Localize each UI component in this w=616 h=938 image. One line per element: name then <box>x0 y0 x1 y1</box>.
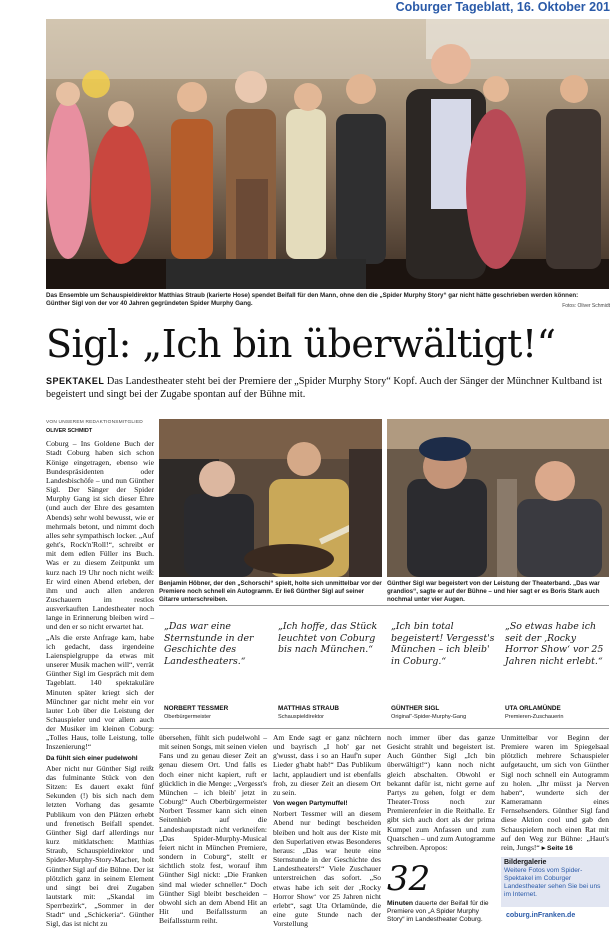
gallery-text: Weitere Fotos vom Spider-Spektakel im Coburger Landestheater sehen Sie bei uns im Internet. <box>504 867 601 898</box>
article-column-4 <box>387 733 495 852</box>
article-column-3 <box>273 733 381 928</box>
quote-tessmer: „Das war eine Sternstunde in der Geschichte des Landestheaters.“ <box>164 621 254 667</box>
stat-bold: Minuten <box>387 900 414 907</box>
web-link[interactable]: coburg.inFranken.de <box>506 912 576 919</box>
headline: Sigl: „Ich bin überwältigt!“ <box>46 322 556 366</box>
quote-role: Premieren-Zuschauerin <box>505 714 564 720</box>
page-reference: ▸ Seite 16 <box>541 844 573 852</box>
article-column-1 <box>46 418 154 929</box>
quote-name: UTA ORLAMÜNDE <box>505 705 561 712</box>
lead-paragraph <box>46 375 606 401</box>
article-column-2 <box>159 733 267 925</box>
paragraph: übersehen, fühlt sich pudelwohl – mit seinen Songs, mit seinen vielen Fans und zu genau dieser Zeit an genau diesem Ort. Und falls es doch einer nicht kapiert, ruft er glücklich in die Menge: „Vergesst's München – ich bleib' jetzt in Coburg!“ Auch Oberbürgermeister Norbert Tessmer kann sich einen Seitenhieb auf die Landeshauptstadt nicht verkneifen: „Das Spider-Murphy-Musical feiert nicht in München Premiere, sondern in Coburg“, stellt er sichtlich stolz fest, worauf ihm Günther Sigl nickt: „Die Franken sind mal wieder schneller.“ Doch Günther Sigl bleibt bescheiden – obwohl sich an dem Abend Hit an Hit und Beifallssturm an Beifallssturm reiht. <box>159 733 267 926</box>
stat-number: 32 <box>387 859 431 899</box>
quote-straub: „Ich hoffe, das Stück leuchtet von Coburg bis nach München.“ <box>278 621 378 656</box>
paragraph: Unmittelbar vor Beginn der Premiere waren im Spiegelsaal plötzlich mehrere Schauspieler aufgetaucht, um sich von Günther Sigl noch schnell ein Autogramm zu holen. „Ihr müsst ja Nerven haben“, wunderte sich der Kameramann eines Fernsehsenders. Günther Sigl fand diese Aktion cool und gab den Schauspielern noch einen Rat mit auf den Weg zur Bühne: „Haut's rein, Jungs!“ <box>501 733 609 852</box>
caption-line: Günther Sigl von der vor 40 Jahren gegründeten Spider Murphy Gang. <box>46 300 253 308</box>
subheading: Von wegen Partymuffel! <box>273 800 348 808</box>
photo-2-caption: Benjamin Höbner, der den „Schorschi“ spielt, holte sich unmittelbar vor der Premiere noch schnell ein Autogramm. Er ließ Günther Sigl auf seiner Gitarre unterschreiben. <box>159 580 382 604</box>
caption-line: Das Ensemble um Schauspieldirektor Matthias Straub (karierte Hose) spendet Beifall für den Mann, ohne den die „Spider Murphy Story“ gar nicht hätte geschrieben werden können: <box>46 292 579 299</box>
page-ref-text: Seite 16 <box>547 844 573 852</box>
photo-credit: Fotos: Oliver Schmidt <box>562 303 610 309</box>
quote-sigl: „Ich bin total begeistert! Vergesst's München – ich bleib' in Coburg.“ <box>391 621 495 667</box>
paragraph: noch immer über das ganze Gesicht strahlt und begeistert ist. Auch Günther Sigl „Ich bin überwältigt!“) kann noch nicht gleich abschalten. Obwohl er bekannt dafür ist, nicht gerne auf Partys zu gehen, folgt er dem Theater-Tross noch zur Premierenfeier in die Reithalle. Er gibt sich auch dort als der prima Kumpel zum Anfassen und zum Quatschen – und zum Autogramme schreiben. Apropos: <box>387 733 495 852</box>
stat-text <box>387 900 495 924</box>
quote-role: Schauspieldirektor <box>278 714 325 720</box>
quote-role: Original“-Spider-Murphy-Gang <box>391 714 467 720</box>
quote-orlamuende: „So etwas habe ich seit der ‚Rocky Horror Show‘ vor 25 Jahren nicht erlebt.“ <box>505 621 604 667</box>
article-column-5 <box>501 733 609 853</box>
gallery-title: Bildergalerie <box>504 859 547 866</box>
paragraph: Am Ende sagt er ganz nüchtern und bayrisch „I hob' gar net g'wusst, dass i so an Hauf'n super Lieder g'habt hab!“ Das Publikum lacht, applaudiert und ist ebenfalls froh, zu dieser Zeit an diesem Ort zu sein. <box>273 733 381 797</box>
paragraph: Norbert Tessmer will an diesem Abend nur bedingt bescheiden bleiben und holt aus der Kiste mit den Superlativen etwas Besonderes heraus: „Das war heute eine Sternstunde in der Geschichte des Landestheaters!“ Viele Zuschauer unterstreichen das sofort. „So etwas habe ich seit der ‚Rocky Horror Show‘ vor 25 Jahren nicht erlebt“, sagt Uta Orlamünde, die eine gute Stunde nach der Vorstellung <box>273 809 381 929</box>
lead-text: Das Landestheater steht bei der Premiere der „Spider Murphy Story“ Kopf. Auch der Sänger der Münchner Kultband ist begeistert und singt bei der Zugabe spontan auf der Bühne mit. <box>46 376 603 400</box>
gallery-box[interactable] <box>501 857 609 907</box>
paragraph: Aber nicht nur Günther Sigl reißt das fulminante Stück von den Sitzen: Es dauert exakt fünf Sekunden (!) bis sich nach dem letzten Vorhang das gesamte Publikum von den Plätzen erhebt und frenetisch Beifall spendet. Günther Sigl darf allerdings nur kurz mitklatschen: Matthias Straub, Schauspieldirektor und Spider-Murphy-Story-Macher, holt Günther Sigl auf die Bühne. Der ist plötzlich ganz in seinem Element und singt bei drei Zugaben lautstark mit: „Skandal im Sperrbezirk“, „Sommer in der Stadt“ und „Schickeria“. Günther Sigl, das ist nicht zu <box>46 763 154 929</box>
byline-author: OLIVER SCHMIDT <box>46 428 93 435</box>
subheading: Da fühlt sich einer pudelwohl <box>46 754 138 762</box>
quote-role: Oberbürgermeister <box>164 714 211 720</box>
main-photo <box>46 19 609 289</box>
quote-name: GÜNTHER SIGL <box>391 705 440 712</box>
quote-name: NORBERT TESSMER <box>164 705 229 712</box>
kicker: SPEKTAKEL <box>46 376 105 386</box>
photo-autograph-guitar <box>159 419 382 577</box>
quote-name: MATTHIAS STRAUB <box>278 705 339 712</box>
paragraph: Coburg – Ins Goldene Buch der Stadt Coburg haben sich schon Könige eingetragen, ebenso wie Bundespräsidenten oder Landesbischöfe – und nun Günther Sigl. Der Sänger der Spider Murphy Gang ist sich dieser Ehre (und auch der Ehre des gesamten Abends) sehr wohl bewusst, wie er mehrmals betont, und nimmt doch alles sehr sympathisch locker. „Auf geht's, Rock'n'Roll!“, schreibt er mit dem edlen Füller ins Buch. Was er zu diesem Zeitpunkt um kurz nach 19 Uhr noch nicht weiß: Er wird einen Abend erleben, der ihm und auch allen anderen Zuschauern im restlos ausverkauften Landestheater noch lange in Erinnerung bleiben wird – und den er so nicht erwartet hat. <box>46 439 154 632</box>
photo-3-caption: Günther Sigl war begeistert von der Leistung der Theaterband. „Das war grandios“, sagte er auf der Bühne – und hier sagt er es Boris Stark auch nochmal unter vier Augen. <box>387 580 600 604</box>
photo-sigl-stark <box>387 419 609 577</box>
main-photo-caption <box>46 292 609 308</box>
divider <box>159 605 609 606</box>
masthead-date: Coburger Tageblatt, 16. Oktober 201 <box>395 0 610 14</box>
divider <box>159 728 609 729</box>
byline-label: VON UNSEREM REDAKTIONSMITGLIED <box>46 420 143 425</box>
stat-desc: dauerte der Beifall für die Premiere von „A Spider Murphy Story“ im Landestheater Coburg. <box>387 900 489 923</box>
paragraph: „Als die erste Anfrage kam, habe ich gedacht, dass irgendeine Laienspielgruppe da etwas mit unserer Musik machen will“, verrät Günther Sigl im Gespräch mit dem Tageblatt. 140 spektakuläre Minuten später kriegt sich der Münchner gar nicht mehr ein vor lauter Lob über die Leistung der Schauspieler und vor allem auch der Musiker im kleinen Coburg: „Tolles Haus, tolle Leistung, tolle Inszenierung!“ <box>46 632 154 752</box>
